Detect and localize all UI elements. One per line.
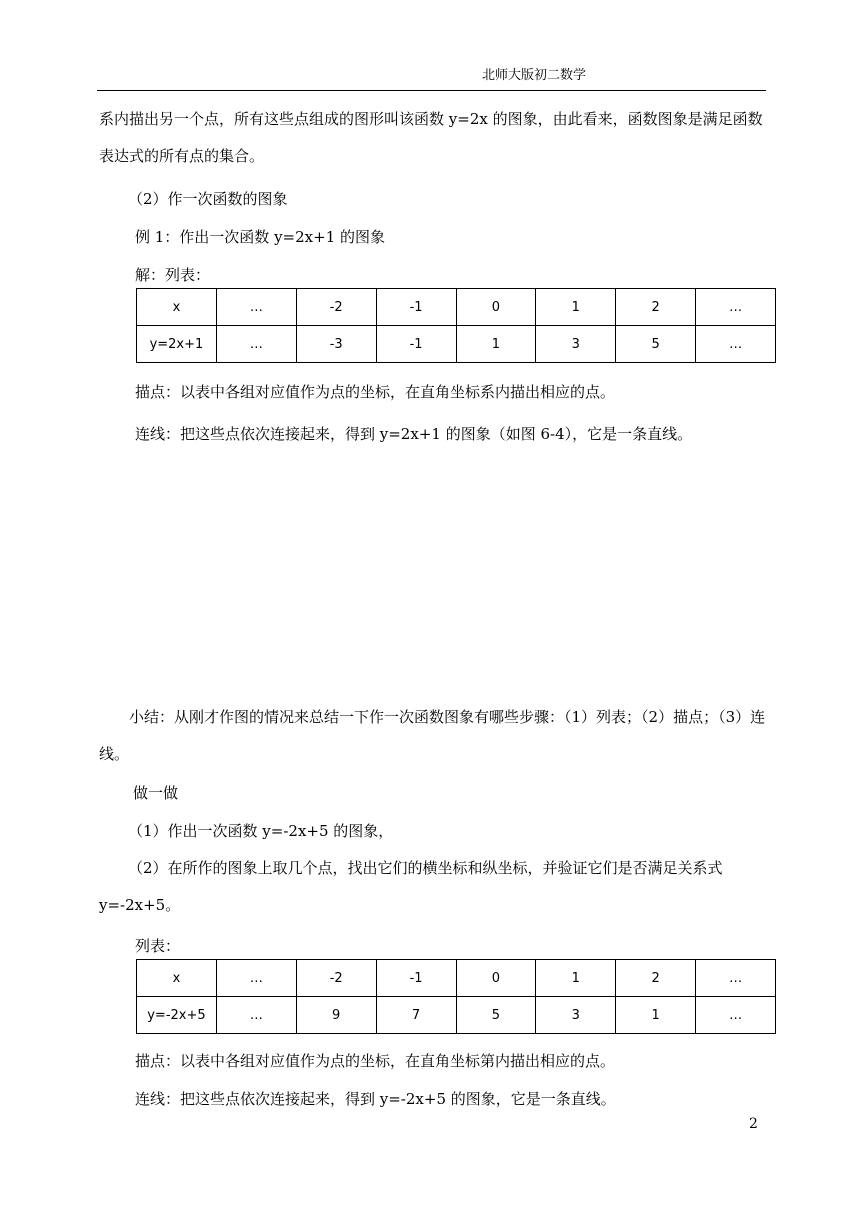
plot-points-step-1: 描点：以表中各组对应值作为点的坐标，在直角坐标系内描出相应的点。 xyxy=(135,383,616,401)
header-title: 北师大版初二数学 xyxy=(482,68,587,83)
connect-step-2: 连线：把这些点依次连接起来，得到 y=-2x+5 的图象，它是一条直线。 xyxy=(135,1090,616,1108)
table-cell: y=-2x+5 xyxy=(137,997,217,1034)
table-cell: … xyxy=(216,326,296,363)
table-cell: -3 xyxy=(296,326,376,363)
table-cell: … xyxy=(216,960,296,997)
table-label-2: 列表： xyxy=(135,937,181,955)
values-table-1 xyxy=(136,288,776,363)
table-cell: 1 xyxy=(536,289,616,326)
table-cell: 7 xyxy=(376,997,456,1034)
table-cell: -1 xyxy=(376,289,456,326)
connect-step-1: 连线：把这些点依次连接起来，得到 y=2x+1 的图象（如图 6-4），它是一条直线。 xyxy=(135,425,693,443)
table-cell: 5 xyxy=(456,997,536,1034)
table-cell: … xyxy=(216,289,296,326)
table-row xyxy=(137,960,776,997)
table-cell: y=2x+1 xyxy=(137,326,217,363)
table-cell: 1 xyxy=(536,960,616,997)
table-cell: 2 xyxy=(616,289,696,326)
table-cell: … xyxy=(696,997,776,1034)
table-cell: 2 xyxy=(616,960,696,997)
table-cell: 3 xyxy=(536,326,616,363)
table-cell: … xyxy=(696,289,776,326)
table-cell: 9 xyxy=(296,997,376,1034)
task-1-text: （1）作出一次函数 y=-2x+5 的图象， xyxy=(128,822,394,840)
intro-paragraph: 系内描出另一个点，所有这些点组成的图形叫该函数 y=2x 的图象，由此看来，函数图象是满足函数表达式的所有点的集合。 xyxy=(99,110,763,165)
table-row xyxy=(137,289,776,326)
table-cell: -2 xyxy=(296,289,376,326)
plot-points-step-2: 描点：以表中各组对应值作为点的坐标，在直角坐标第内描出相应的点。 xyxy=(135,1052,616,1070)
task-2-paragraph: （2）在所作的图象上取几个点，找出它们的横坐标和纵坐标，并验证它们是否满足关系式 y=-2x+5。 xyxy=(99,859,723,914)
page-number: 2 xyxy=(749,1116,758,1132)
table-cell: 5 xyxy=(616,326,696,363)
table-cell: 1 xyxy=(456,326,536,363)
section-subheading: （2）作一次函数的图象 xyxy=(128,190,288,208)
table-cell: -2 xyxy=(296,960,376,997)
table-row xyxy=(137,997,776,1034)
table-cell: x xyxy=(137,960,217,997)
table-cell: 0 xyxy=(456,289,536,326)
table-cell: … xyxy=(216,997,296,1034)
table-cell: -1 xyxy=(376,960,456,997)
example-1-text: 例 1：作出一次函数 y=2x+1 的图象 xyxy=(135,228,386,246)
table-cell: -1 xyxy=(376,326,456,363)
table-row xyxy=(137,326,776,363)
table-cell: 1 xyxy=(616,997,696,1034)
table-cell: 0 xyxy=(456,960,536,997)
table-cell: 3 xyxy=(536,997,616,1034)
try-it-heading: 做一做 xyxy=(133,784,179,802)
table-cell: x xyxy=(137,289,217,326)
header-divider xyxy=(97,90,766,91)
values-table-2 xyxy=(136,959,776,1034)
table-cell: … xyxy=(696,326,776,363)
table-cell: … xyxy=(696,960,776,997)
solution-label: 解：列表： xyxy=(135,266,211,284)
summary-paragraph: 小结：从刚才作图的情况来总结一下作一次函数图象有哪些步骤：（1）列表；（2）描点；（3）连线。 xyxy=(99,708,766,763)
